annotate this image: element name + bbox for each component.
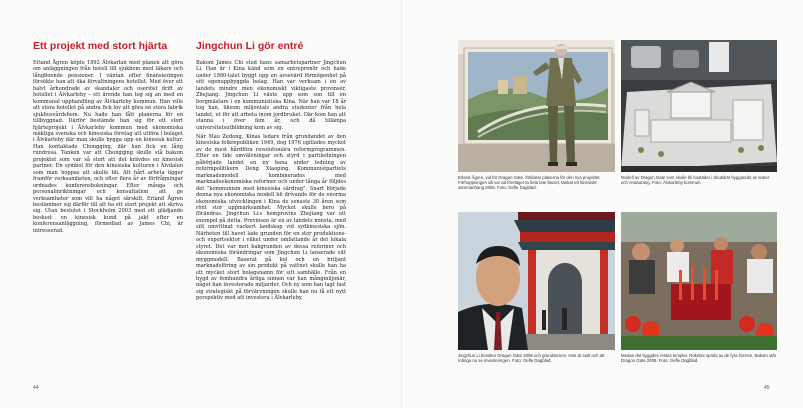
caption-3: Jingchun Li besöker Dragon Gate 2008 och grundstenen. Han är stolt och att många nu se investeringen. Foto: Gefle Dagblad. bbox=[458, 353, 605, 364]
photo-ceremony bbox=[621, 212, 777, 350]
photo-man-with-painting bbox=[458, 40, 615, 172]
photo-architect-model bbox=[621, 40, 777, 172]
left-page-number: 44 bbox=[33, 385, 39, 391]
left-column bbox=[33, 40, 183, 234]
left-paragraph-1: Erland Ågren köpte 1992 Älvkarlan med planen att göra om anläggningen från hotell till sjukhem med läkare och långboende pensioner. I väntan efter finansieringen försökte han att öka förvaltningens hotellet. Med över ett halvt århundrade av skandaler och oseriöst drift av hotellet i Älvkarleby – ett ärende han tog sig an med en kommunal upphandling av Älvkarleby kommun. Han ville att stora hotellet på andra fick lov att göra en stora fabrik sjukhusvårdshem. Nu hade han fått planerna för en tillbyggnad. Därför bestämde han sig för ett stort hjärteprojekt i Älvkarleby kommun med ekonomiska mäktiga svenska och kinesiska företag att utföra i bolaget i Älvkarleby där man skulle bygga upp en kinesisk kultur. Han kontaktade Chongqing, där han fick en lång rundresa. Tanken var att Chongqing skulle stå bakom projektet som var så stort att det krävdes en kinesisk partner. En symbol för den kinesiska kulturen i Älvdalen som man hoppas att skulle bli. Att hårt arbeta ligger framför verksamheten, och efter flera år av förfrågningar ordnades konferensbokningar. Efter många och personalinriktningar och konsultation att ge verksamheter som vill ha något särskilt. Erland Ågren bestämmer sig därför till att ha ett stort projekt att skriva sig. Utan beslutet i Stockholm 2003 med ett glädjande besked: en kinesisk kund på jakt efter en konferensanläggning, förmedlad av James Chi, är intresserad. bbox=[33, 60, 183, 234]
caption-4: Medan det byggdes restes templet. Rökelse sprids av de fyra hörnen. Bakom står Dragon Gate 2008. Foto: Gefle Dagblad. bbox=[621, 353, 777, 364]
caption-1: Erland Ågren, vid för Dragon Gate, förklarar planerna för den nya projektet. Förhoppningen då var att föreläget ta hela lote fasset, tänkat ett kinesiskt sammanhang 2006. Foto: Gefle Dagblad. bbox=[458, 175, 601, 191]
middle-column bbox=[196, 40, 346, 302]
right-page-number: 45 bbox=[764, 385, 770, 391]
page-fold bbox=[401, 0, 403, 408]
middle-paragraph-1: Bakom James Chi stod hans samarbetspartner Jingchun Li. Han är i Kina känd som en entreprenör och hade under 1980-talet byggt upp en avsevärd förmögenhet på sitt egenuppbyggda bolag. Han var verksam i en av landets mindre men ekonomiskt viktigaste provinser, Zhejiang. Jingchun Li växte upp som son till en borgmästare i en kommunistiska Kina. När han var 18 år tog han, liksom miljontals andra studenter från hela landet, ut för att arbeta inom jordbruket. Där kom han att stanna i över fem år, och då tillämpa universitetsutbildning kom av sig. bbox=[196, 60, 346, 131]
middle-heading: Jingchun Li gör entré bbox=[196, 40, 304, 52]
photo-jingchun-li bbox=[458, 212, 615, 350]
middle-paragraph-2: När Mao Zedong, Kinas ledare från grundandet av den kinesiska folkrepubliken 1949, dog 1976 ogillades mycket av de mest hårdföra revolutionära reformprogrammen. Efter en tids omvälvningar och styrd i partiledningen påbörjade landet en ny bana under ledning av reformpolitikern Deng Xiaoping. Kommunistpartiets marknadsmodell kombinerades med marknadsekonomiska reformer och under långa år följdes det ”kommunism med kinesiska särdrag”. Snart började denna nya ekonomiska modell bli drivande för de enorma ekonomiska utvecklingen i Kina de senaste 30 åren som rönt stor uppmärksamhet. Mycket skulle bero på förändras. Jingchun Li:s hemprovins Zhejiang var ett exempel på detta. Provinsen är en av landets minsta, med sitt omvittnat vackert landskap vid sydkinesiska sjön. Närheten till havet lade grunden för en stor produktions- och exportsektor i vilket under omfattande år det lokala styret. Det var mot bakgrunden av dessa reformer och ekonomiska förändringar som Jingchun Li lanserade sitt myggmodell. Baserat på kol och en briljant marknadsföring av sin produkt på vattnet skulle han ha ett mycket stort bolagsnamn för sitt samhälle. Från en bygd av femhundra årliga sinnen var han mångmiljonär, något han investerade miljarder. Och ny som han lagt fast sig strategiskt på förvärvningen skulle han nu få ett nytt perspektiv med att investera i Älvkarleby. bbox=[196, 133, 346, 302]
caption-2: Modell av Dragon Gate som skulle bli bostäder i Skutskär byggandet av teater och restaurang. Foto: Älvkarleby kommun. bbox=[621, 175, 770, 186]
left-heading: Ett projekt med stort hjärta bbox=[33, 40, 168, 52]
